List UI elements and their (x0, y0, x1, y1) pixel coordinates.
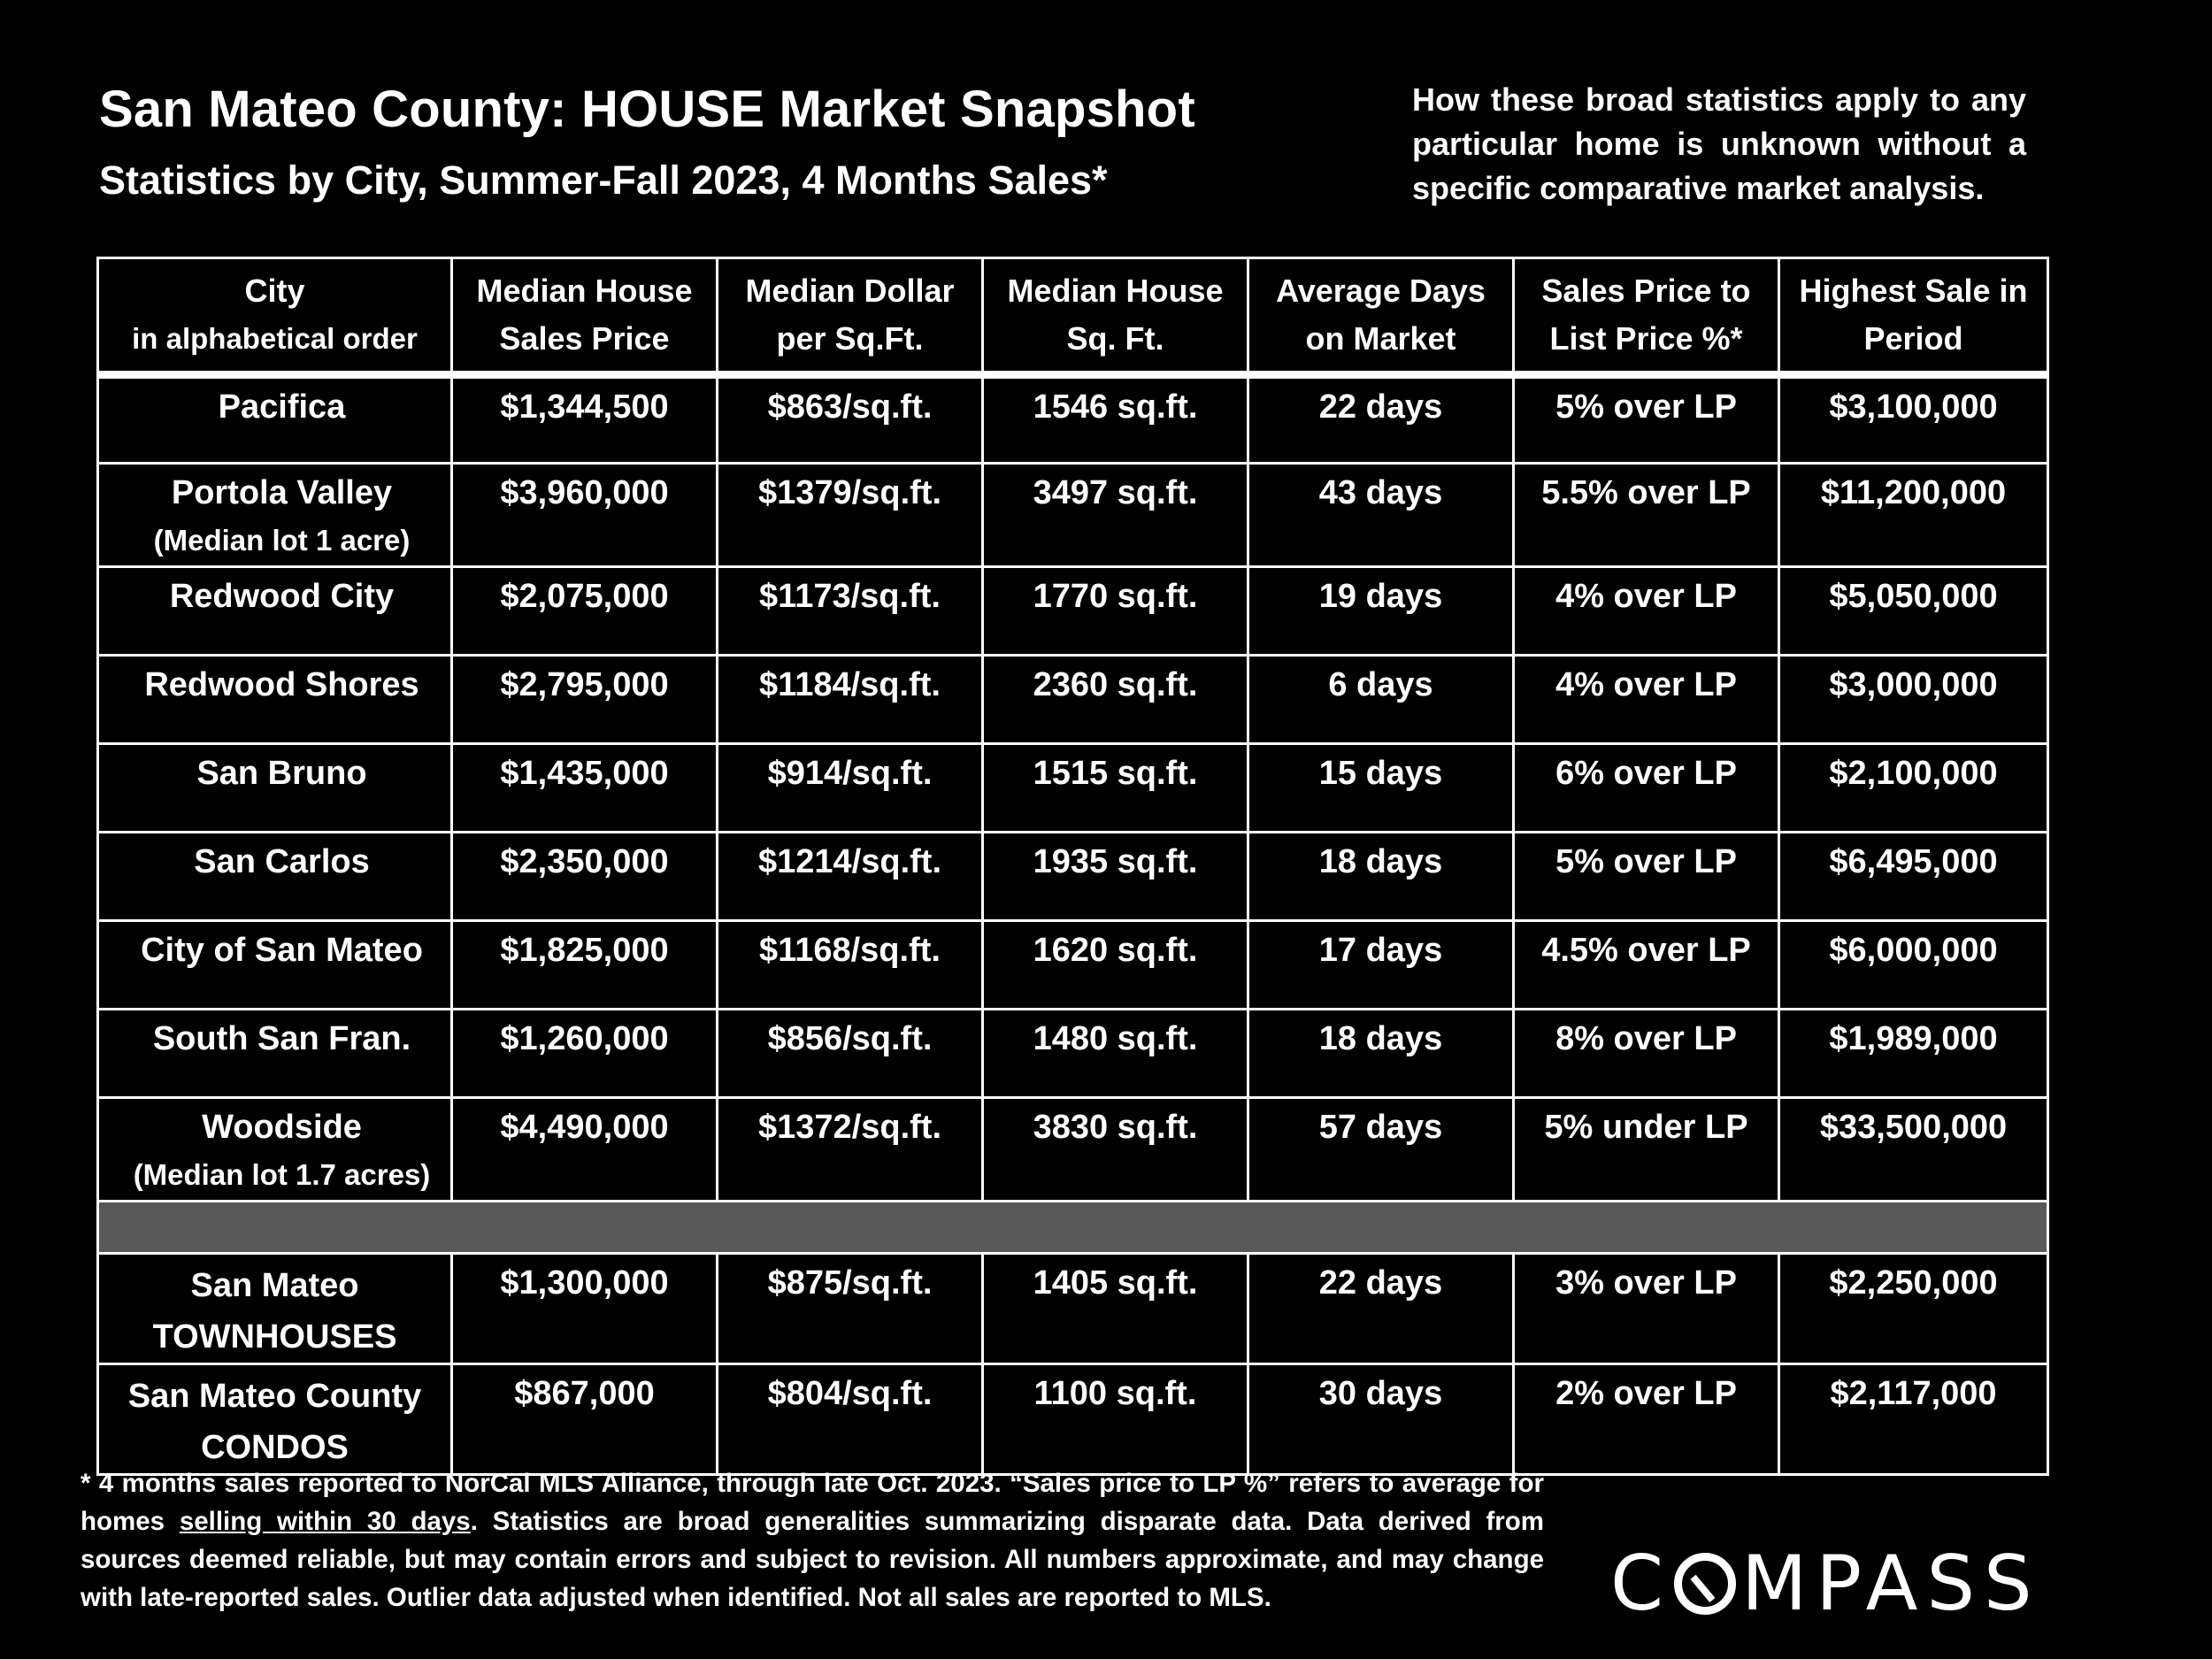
price-cell: $4,490,000 (452, 1098, 718, 1202)
ppsf-cell: $863/sq.ft. (718, 375, 983, 464)
sqft-cell: 1515 sq.ft. (983, 744, 1248, 833)
table-row-townhouses (98, 1254, 2048, 1364)
ppsf-cell: $1372/sq.ft. (718, 1098, 983, 1202)
table-row (98, 567, 2048, 656)
column-header-highest-sale: Highest Sale in Period (1779, 258, 2048, 375)
price-cell: $2,075,000 (452, 567, 718, 656)
sp-lp-cell: 6% over LP (1514, 744, 1779, 833)
highest-sale-cell: $3,100,000 (1779, 375, 2048, 464)
sqft-cell: 1480 sq.ft. (983, 1010, 1248, 1098)
ppsf-cell: $804/sq.ft. (718, 1364, 983, 1475)
city-cell: Pacifica (98, 375, 452, 464)
sp-lp-cell: 8% over LP (1514, 1010, 1779, 1098)
ppsf-cell: $875/sq.ft. (718, 1254, 983, 1364)
highest-sale-cell: $11,200,000 (1779, 464, 2048, 567)
market-stats-table (96, 257, 2049, 1476)
days-cell: 17 days (1248, 921, 1514, 1010)
column-header-sqft: Median House Sq. Ft. (983, 258, 1248, 375)
days-cell: 15 days (1248, 744, 1514, 833)
sqft-cell: 1935 sq.ft. (983, 833, 1248, 921)
price-cell: $1,435,000 (452, 744, 718, 833)
ppsf-cell: $1173/sq.ft. (718, 567, 983, 656)
disclaimer-text: How these broad statistics apply to any particular home is unknown without a specific comparative market analysis. (1412, 81, 2026, 206)
city-cell: San Bruno (98, 744, 452, 833)
ppsf-cell: $856/sq.ft. (718, 1010, 983, 1098)
sqft-cell: 1100 sq.ft. (983, 1364, 1248, 1475)
price-cell: $1,300,000 (452, 1254, 718, 1364)
days-cell: 19 days (1248, 567, 1514, 656)
sp-lp-cell: 5.5% over LP (1514, 464, 1779, 567)
table-row (98, 375, 2048, 464)
price-cell: $2,795,000 (452, 656, 718, 744)
highest-sale-cell: $2,250,000 (1779, 1254, 2048, 1364)
city-cell: Portola Valley (Median lot 1 acre) (98, 464, 452, 567)
table-row (98, 744, 2048, 833)
city-note: (Median lot 1 acre) (153, 524, 411, 557)
days-cell: 30 days (1248, 1364, 1514, 1475)
column-header-sp-lp: Sales Price to List Price %* (1514, 258, 1779, 375)
ppsf-cell: $914/sq.ft. (718, 744, 983, 833)
city-cell: San Carlos (98, 833, 452, 921)
table-row (98, 1098, 2048, 1202)
days-cell: 22 days (1248, 1254, 1514, 1364)
table-row (98, 833, 2048, 921)
table-row (98, 656, 2048, 744)
days-cell: 22 days (1248, 375, 1514, 464)
price-cell: $1,260,000 (452, 1010, 718, 1098)
days-cell: 18 days (1248, 1010, 1514, 1098)
price-cell: $1,344,500 (452, 375, 718, 464)
city-cell: Woodside (Median lot 1.7 acres) (98, 1098, 452, 1202)
price-cell: $867,000 (452, 1364, 718, 1475)
days-cell: 43 days (1248, 464, 1514, 567)
sp-lp-cell: 4.5% over LP (1514, 921, 1779, 1010)
column-header-ppsf: Median Dollar per Sq.Ft. (718, 258, 983, 375)
sp-lp-cell: 5% over LP (1514, 375, 1779, 464)
compass-o-icon (1674, 1553, 1736, 1615)
highest-sale-cell: $1,989,000 (1779, 1010, 2048, 1098)
highest-sale-cell: $6,000,000 (1779, 921, 2048, 1010)
sqft-cell: 1546 sq.ft. (983, 375, 1248, 464)
sqft-cell: 1620 sq.ft. (983, 921, 1248, 1010)
days-cell: 18 days (1248, 833, 1514, 921)
category-cell: San Mateo TOWNHOUSES (98, 1254, 452, 1364)
ppsf-cell: $1379/sq.ft. (718, 464, 983, 567)
page-title: San Mateo County: HOUSE Market Snapshot (99, 81, 1195, 138)
price-cell: $1,825,000 (452, 921, 718, 1010)
column-header-days: Average Days on Market (1248, 258, 1514, 375)
city-cell: Redwood City (98, 567, 452, 656)
days-cell: 57 days (1248, 1098, 1514, 1202)
highest-sale-cell: $5,050,000 (1779, 567, 2048, 656)
sqft-cell: 1405 sq.ft. (983, 1254, 1248, 1364)
highest-sale-cell: $2,100,000 (1779, 744, 2048, 833)
ppsf-cell: $1184/sq.ft. (718, 656, 983, 744)
footnote-underlined-phrase: selling within 30 days (179, 1507, 471, 1536)
price-cell: $3,960,000 (452, 464, 718, 567)
sp-lp-cell: 3% over LP (1514, 1254, 1779, 1364)
sqft-cell: 1770 sq.ft. (983, 567, 1248, 656)
sp-lp-cell: 4% over LP (1514, 567, 1779, 656)
days-cell: 6 days (1248, 656, 1514, 744)
highest-sale-cell: $33,500,000 (1779, 1098, 2048, 1202)
ppsf-cell: $1168/sq.ft. (718, 921, 983, 1010)
sp-lp-cell: 2% over LP (1514, 1364, 1779, 1475)
table-header-row (98, 258, 2048, 375)
city-cell: South San Fran. (98, 1010, 452, 1098)
footnote: * 4 months sales reported to NorCal MLS Alliance, through late Oct. 2023. “Sales price to LP %” refers to average for homes selling within 30 days. Statistics are broad generalities summarizing disparate data. Data derived from sources deemed reliable, but may contain errors and subject to revision. All numbers approximate, and may change with late-reported sales. Outlier data adjusted when identified. Not all sales are reported to MLS. (81, 1469, 1544, 1612)
sp-lp-cell: 5% over LP (1514, 833, 1779, 921)
column-header-price: Median House Sales Price (452, 258, 718, 375)
sqft-cell: 3497 sq.ft. (983, 464, 1248, 567)
highest-sale-cell: $2,117,000 (1779, 1364, 2048, 1475)
city-cell: City of San Mateo (98, 921, 452, 1010)
table-row (98, 464, 2048, 567)
column-header-city: City in alphabetical order (98, 258, 452, 375)
highest-sale-cell: $6,495,000 (1779, 833, 2048, 921)
sp-lp-cell: 4% over LP (1514, 656, 1779, 744)
table-row-condos (98, 1364, 2048, 1475)
category-cell: San Mateo County CONDOS (98, 1364, 452, 1475)
separator-row (98, 1202, 2048, 1254)
sqft-cell: 3830 sq.ft. (983, 1098, 1248, 1202)
page-subtitle: Statistics by City, Summer-Fall 2023, 4 Months Sales* (99, 157, 1108, 203)
separator-cell (98, 1202, 2048, 1254)
table-row (98, 1010, 2048, 1098)
compass-logo: C MPASS (1610, 1540, 2041, 1628)
table-row (98, 921, 2048, 1010)
sp-lp-cell: 5% under LP (1514, 1098, 1779, 1202)
city-cell: Redwood Shores (98, 656, 452, 744)
ppsf-cell: $1214/sq.ft. (718, 833, 983, 921)
city-note: (Median lot 1.7 acres) (133, 1158, 431, 1191)
price-cell: $2,350,000 (452, 833, 718, 921)
sqft-cell: 2360 sq.ft. (983, 656, 1248, 744)
highest-sale-cell: $3,000,000 (1779, 656, 2048, 744)
